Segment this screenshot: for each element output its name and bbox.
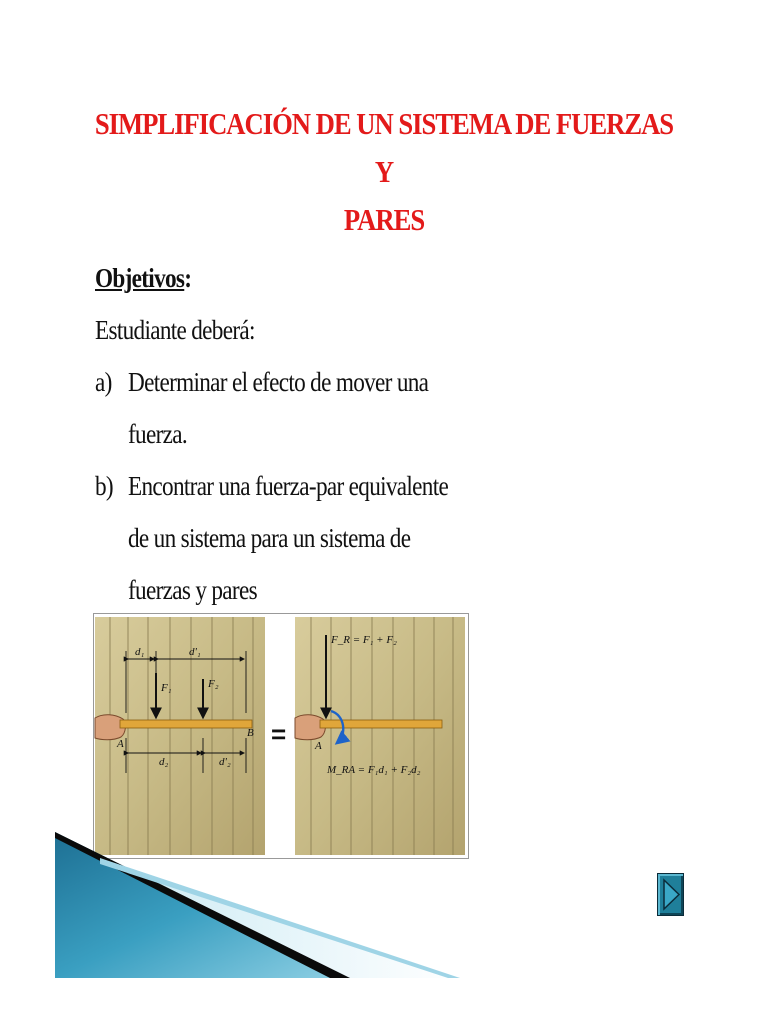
objectives-label: Objetivos — [95, 263, 185, 293]
intro-text: Estudiante deberá: — [95, 315, 255, 345]
objectives-heading — [95, 252, 191, 304]
label-resultant-force: F_R = F₁ + F₂ — [331, 634, 397, 646]
corner-decoration — [0, 820, 460, 990]
label-moment: M_RA = F₁d₁ + F₂d₂ — [327, 764, 421, 776]
list-item-b-line-1: Encontrar una fuerza-par equivalente — [128, 471, 449, 501]
label-a-right: A — [315, 740, 322, 752]
label-d1: d₁ — [135, 646, 145, 658]
list-item-a-line-2: fuerza. — [128, 419, 187, 449]
label-a-left: A — [117, 738, 124, 750]
equals-sign: = — [271, 719, 287, 749]
label-b: B — [247, 727, 254, 739]
next-slide-button[interactable] — [657, 873, 684, 916]
triangle-right-icon — [658, 874, 683, 915]
list-item-b-line-2: de un sistema para un sistema de — [128, 523, 411, 553]
label-f1: F₁ — [161, 682, 172, 694]
list-item-marker-b: b) — [95, 471, 113, 501]
beam-right — [320, 720, 442, 728]
list-item-a-line-1: Determinar el efecto de mover una — [128, 367, 429, 397]
label-d2: d₂ — [159, 756, 169, 768]
list-item-marker-a: a) — [95, 367, 112, 397]
beam-left — [120, 720, 252, 728]
slide-title — [88, 100, 680, 244]
objectives-colon: : — [184, 263, 192, 293]
list-item-b-line-3: fuerzas y pares — [128, 575, 257, 605]
slide-title-line-1: SIMPLIFICACIÓN DE UN SISTEMA DE FUERZAS Y — [94, 106, 674, 189]
label-d1-prime: d'₁ — [189, 646, 201, 658]
slide-title-line-2: PARES — [343, 202, 425, 237]
label-d2-prime: d'₂ — [219, 756, 231, 768]
label-f2: F₂ — [208, 678, 219, 690]
